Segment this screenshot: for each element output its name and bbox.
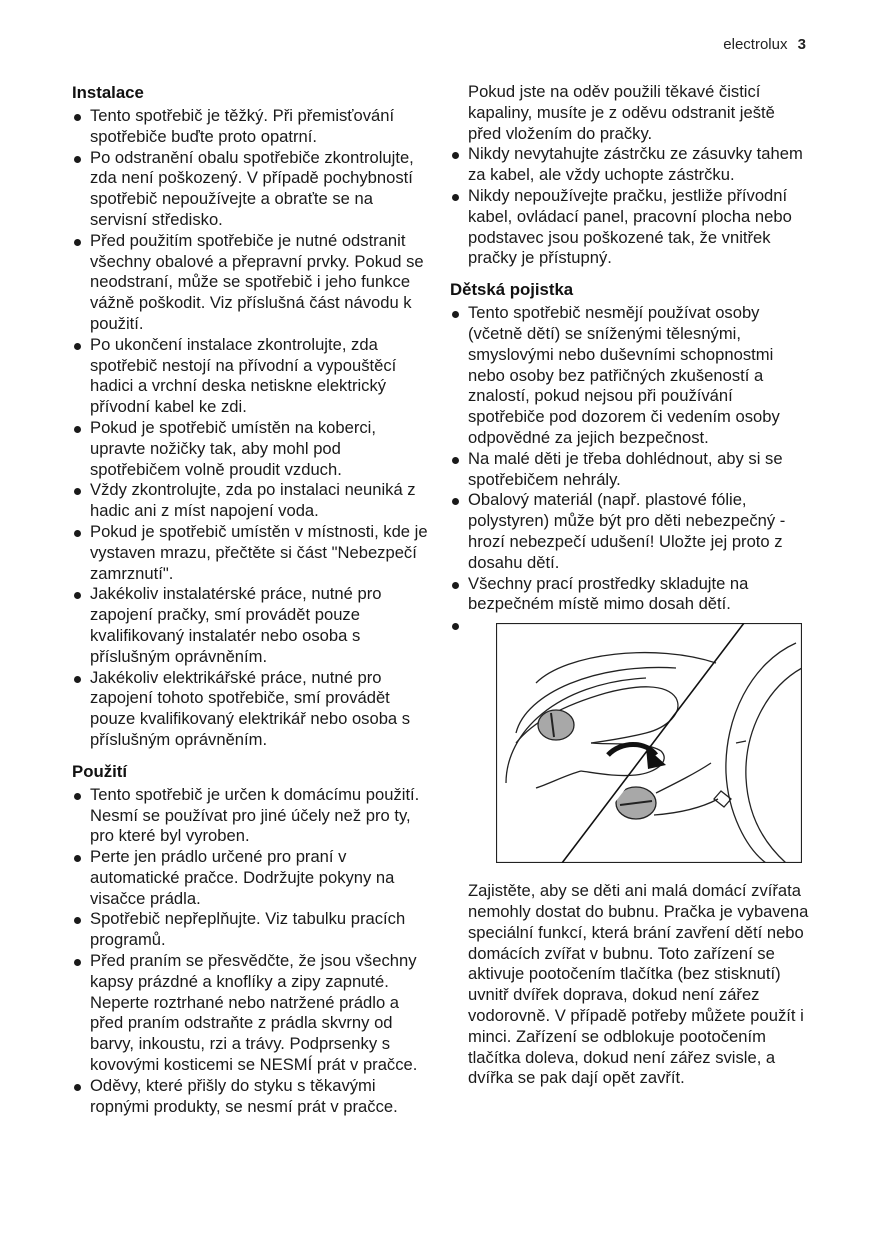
list-item: Nikdy nepoužívejte pračku, jestliže přívodní kabel, ovládací panel, pracovní plocha nebo podstavec jsou poškozené tak, že vnitřek pračky je přístupný. <box>450 186 810 269</box>
page-header <box>723 36 806 53</box>
left-column <box>72 82 428 1117</box>
list-item: Tento spotřebič je těžký. Při přemisťování spotřebiče buďte proto opatrní. <box>72 106 428 148</box>
list-item: Před praním se přesvědčte, že jsou všechny kapsy prázdné a knoflíky a zipy zapnuté. Neperte roztrhané nebo natržené prádlo a před praním odstraňte z prádla skvrny od barvy, inkoustu, rzi a trávy. Podprsenky s kovovými kosticemi se NESMÍ prát v pračce. <box>72 951 428 1076</box>
section-title-pouziti: Použití <box>72 761 127 781</box>
instalace-list <box>72 106 428 751</box>
list-item: Pokud je spotřebič umístěn v místnosti, kde je vystaven mrazu, přečtěte si část "Nebezpečí zamrznutí". <box>72 522 428 584</box>
list-item: Tento spotřebič je určen k domácímu použití. Nesmí se používat pro jiné účely než pro ty, pro které byl vyroben. <box>72 785 428 847</box>
list-item-continuation: Pokud jste na oděv použili těkavé čisticí kapaliny, musíte je z oděvu odstranit ještě před vložením do pračky. <box>468 82 775 143</box>
brand-name: electrolux <box>723 36 788 53</box>
list-item-figure <box>450 615 810 871</box>
right-column <box>450 82 810 1089</box>
list-item: Před použitím spotřebiče je nutné odstranit všechny obalové a přepravní prvky. Pokud se neodstraní, může se spotřebič i jeho funkce vážně poškodit. Viz příslušná část návodu k použití. <box>72 231 428 335</box>
page-number: 3 <box>797 36 806 53</box>
list-item: Oděvy, které přišly do styku s těkavými ropnými produkty, se nesmí prát v pračce. <box>72 1076 428 1118</box>
list-item: Spotřebič nepřeplňujte. Viz tabulku pracích programů. <box>72 909 428 951</box>
list-item: Po ukončení instalace zkontrolujte, zda spotřebič nestojí na přívodní a vypouštěcí hadici a vrchní deska netiskne elektrický přívodní kabel ke zdi. <box>72 335 428 418</box>
list-item: Po odstranění obalu spotřebiče zkontrolujte, zda není poškozený. V případě pochybností spotřebič nepoužívejte a obraťte se na servisní středisko. <box>72 148 428 231</box>
list-item: Tento spotřebič nesmějí používat osoby (včetně dětí) se sníženými tělesnými, smyslovými nebo duševními schopnostmi nebo osoby bez patřičných zkušeností a znalostí, pokud nejsou při používání spotřebiče pod dozorem či vedením osoby odpovědné za jejich bezpečnost. <box>450 303 810 449</box>
list-item: Perte jen prádlo určené pro praní v automatické pračce. Dodržujte pokyny na visačce prádla. <box>72 847 428 909</box>
list-item: Nikdy nevytahujte zástrčku ze zásuvky tahem za kabel, ale vždy uchopte zástrčku. <box>450 144 810 186</box>
list-item: Pokud je spotřebič umístěn na koberci, upravte nožičky tak, aby mohl pod spotřebičem volně proudit vzduch. <box>72 418 428 480</box>
pouziti-list-continued <box>450 144 810 269</box>
section-title-detska-pojistka: Dětská pojistka <box>450 280 574 300</box>
pouziti-list <box>72 785 428 1118</box>
detska-list <box>450 303 810 871</box>
list-item: Jakékoliv instalatérské práce, nutné pro zapojení pračky, smí provádět pouze kvalifikovaný instalatér nebo osoba s příslušným oprávněním. <box>72 584 428 667</box>
list-item: Jakékoliv elektrikářské práce, nutné pro zapojení tohoto spotřebiče, smí provádět pouze kvalifikovaný elektrikář nebo osoba s příslušným oprávněním. <box>72 668 428 751</box>
child-lock-illustration <box>496 623 802 863</box>
list-item: Obalový materiál (např. plastové fólie, polystyren) může být pro děti nebezpečný - hrozí nebezpečí udušení! Uložte jej proto z dosahu dětí. <box>450 490 810 573</box>
list-item: Všechny prací prostředky skladujte na bezpečném místě mimo dosah dětí. <box>450 574 810 616</box>
list-item: Na malé děti je třeba dohlédnout, aby si se spotřebičem nehrály. <box>450 449 810 491</box>
section-title-instalace: Instalace <box>72 83 144 102</box>
figure-caption-text: Zajistěte, aby se děti ani malá domácí zvířata nemohly dostat do bubnu. Pračka je vybavena speciální funkcí, která brání zavření dětí nebo domácích zvířat v bubnu. Toto zařízení se aktivuje pootočením tlačítka (bez stisknutí) uvnitř dvířek doprava, dokud není zářez vodorovně. V případě potřeby můžete použít i minci. Zařízení se odblokuje pootočením tlačítka doleva, dokud není zářez svisle, a dvířka se pak dají opět zavřít. <box>468 881 809 1088</box>
list-item: Vždy zkontrolujte, zda po instalaci neuniká z hadic ani z míst napojení voda. <box>72 480 428 522</box>
